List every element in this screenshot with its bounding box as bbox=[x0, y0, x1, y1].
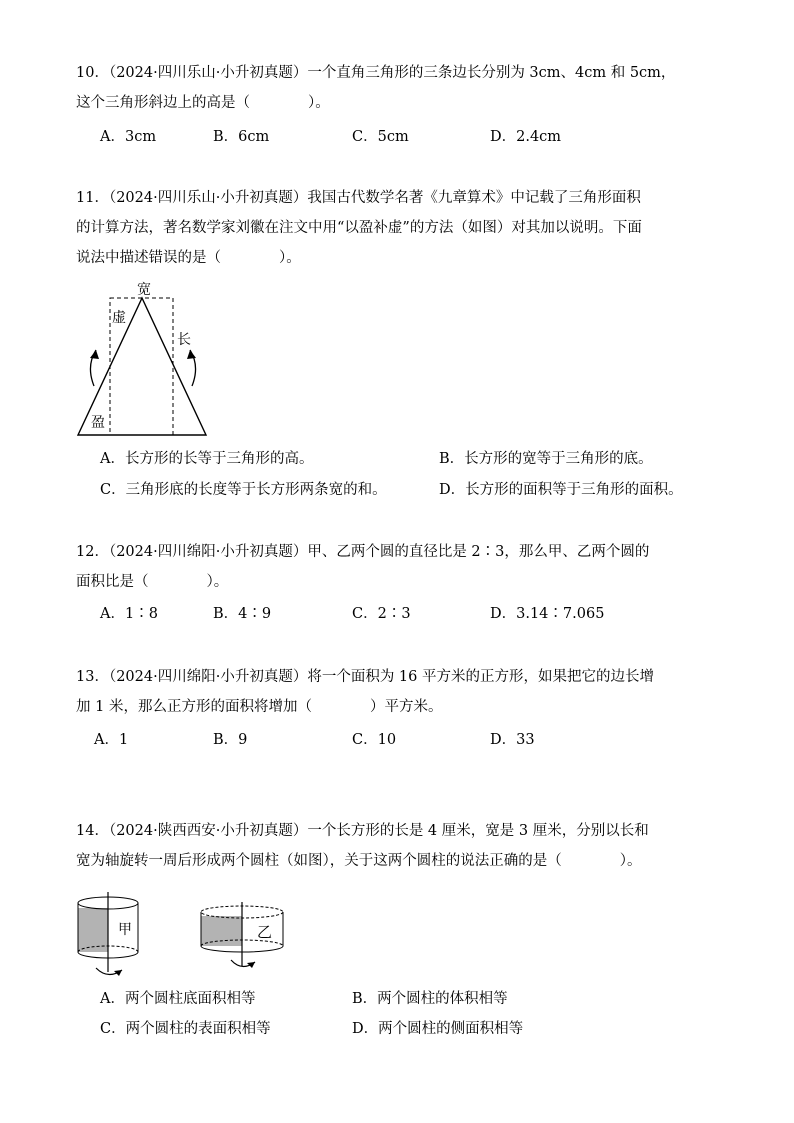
label-width: 宽 bbox=[137, 282, 151, 298]
label-length: 长 bbox=[177, 332, 191, 348]
cylinder-b-shaded-rectangle bbox=[201, 916, 242, 946]
question-14 bbox=[76, 816, 716, 876]
question-13-line-1: 13．（2024·四川绵阳·小升初真题）将一个面积为 16 平方米的正方形，如果把它的边长增 bbox=[76, 669, 654, 685]
question-11 bbox=[76, 183, 716, 273]
option-d[interactable]: D．33 bbox=[490, 732, 535, 748]
option-b[interactable]: B．6cm bbox=[213, 129, 270, 145]
triangle-figure bbox=[70, 278, 220, 440]
question-10-line-1: 10．（2024·四川乐山·小升初真题）一个直角三角形的三条边长分别为 3cm、4cm 和 5cm， bbox=[76, 65, 676, 81]
cylinder-b-arrow-head bbox=[247, 962, 255, 968]
cylinder-a-shaded-rectangle bbox=[78, 908, 108, 952]
question-13-line-2: 加 1 米，那么正方形的面积将增加（ ）平方米。 bbox=[76, 699, 443, 715]
option-a[interactable]: A．3cm bbox=[100, 129, 157, 145]
question-13 bbox=[76, 662, 716, 722]
cylinder-b-label: 乙 bbox=[257, 923, 273, 941]
option-b[interactable]: B．长方形的宽等于三角形的底。 bbox=[439, 451, 653, 467]
option-d[interactable]: D．2.4cm bbox=[490, 129, 562, 145]
option-b[interactable]: B．9 bbox=[213, 732, 248, 748]
question-11-line-3: 说法中描述错误的是（ ）。 bbox=[76, 250, 301, 266]
question-10 bbox=[76, 58, 716, 118]
question-14-line-1: 14．（2024·陕西西安·小升初真题）一个长方形的长是 4 厘米，宽是 3 厘米，分别以长和 bbox=[76, 823, 649, 839]
cylinder-a-figure bbox=[70, 890, 150, 980]
question-10-line-2: 这个三角形斜边上的高是（ ）。 bbox=[76, 95, 330, 111]
cylinder-a-label: 甲 bbox=[118, 922, 132, 938]
option-d[interactable]: D．长方形的面积等于三角形的面积。 bbox=[439, 482, 683, 498]
option-c[interactable]: C．10 bbox=[352, 732, 397, 748]
question-12-line-1: 12．（2024·四川绵阳·小升初真题）甲、乙两个圆的直径比是 2∶3，那么甲、乙两个圆的 bbox=[76, 544, 650, 560]
option-d[interactable]: D．两个圆柱的侧面积相等 bbox=[352, 1021, 524, 1037]
question-12-line-2: 面积比是（ ）。 bbox=[76, 574, 229, 590]
option-a[interactable]: A．两个圆柱底面积相等 bbox=[100, 991, 256, 1007]
option-b[interactable]: B．两个圆柱的体积相等 bbox=[352, 991, 508, 1007]
question-11-line-1: 11．（2024·四川乐山·小升初真题）我国古代数学名著《九章算术》中记载了三角形面积 bbox=[76, 190, 641, 206]
option-c[interactable]: C．三角形底的长度等于长方形两条宽的和。 bbox=[100, 482, 387, 498]
option-d[interactable]: D．3.14∶7.065 bbox=[490, 606, 605, 622]
question-14-line-2: 宽为轴旋转一周后形成两个圆柱（如图），关于这两个圆柱的说法正确的是（ ）。 bbox=[76, 853, 642, 869]
option-b[interactable]: B．4∶9 bbox=[213, 606, 272, 622]
question-12 bbox=[76, 537, 716, 597]
label-empty: 虚 bbox=[112, 310, 126, 326]
option-c[interactable]: C．5cm bbox=[352, 129, 409, 145]
option-c[interactable]: C．2∶3 bbox=[352, 606, 411, 622]
label-fill: 盈 bbox=[91, 415, 105, 431]
option-a[interactable]: A．1∶8 bbox=[100, 606, 158, 622]
option-a[interactable]: A．长方形的长等于三角形的高。 bbox=[100, 451, 314, 467]
option-c[interactable]: C．两个圆柱的表面积相等 bbox=[100, 1021, 271, 1037]
question-11-line-2: 的计算方法，著名数学家刘徽在注文中用“以盈补虚”的方法（如图）对其加以说明。下面 bbox=[76, 220, 642, 236]
option-a[interactable]: A．1 bbox=[94, 732, 129, 748]
cylinder-b-figure bbox=[193, 900, 293, 978]
